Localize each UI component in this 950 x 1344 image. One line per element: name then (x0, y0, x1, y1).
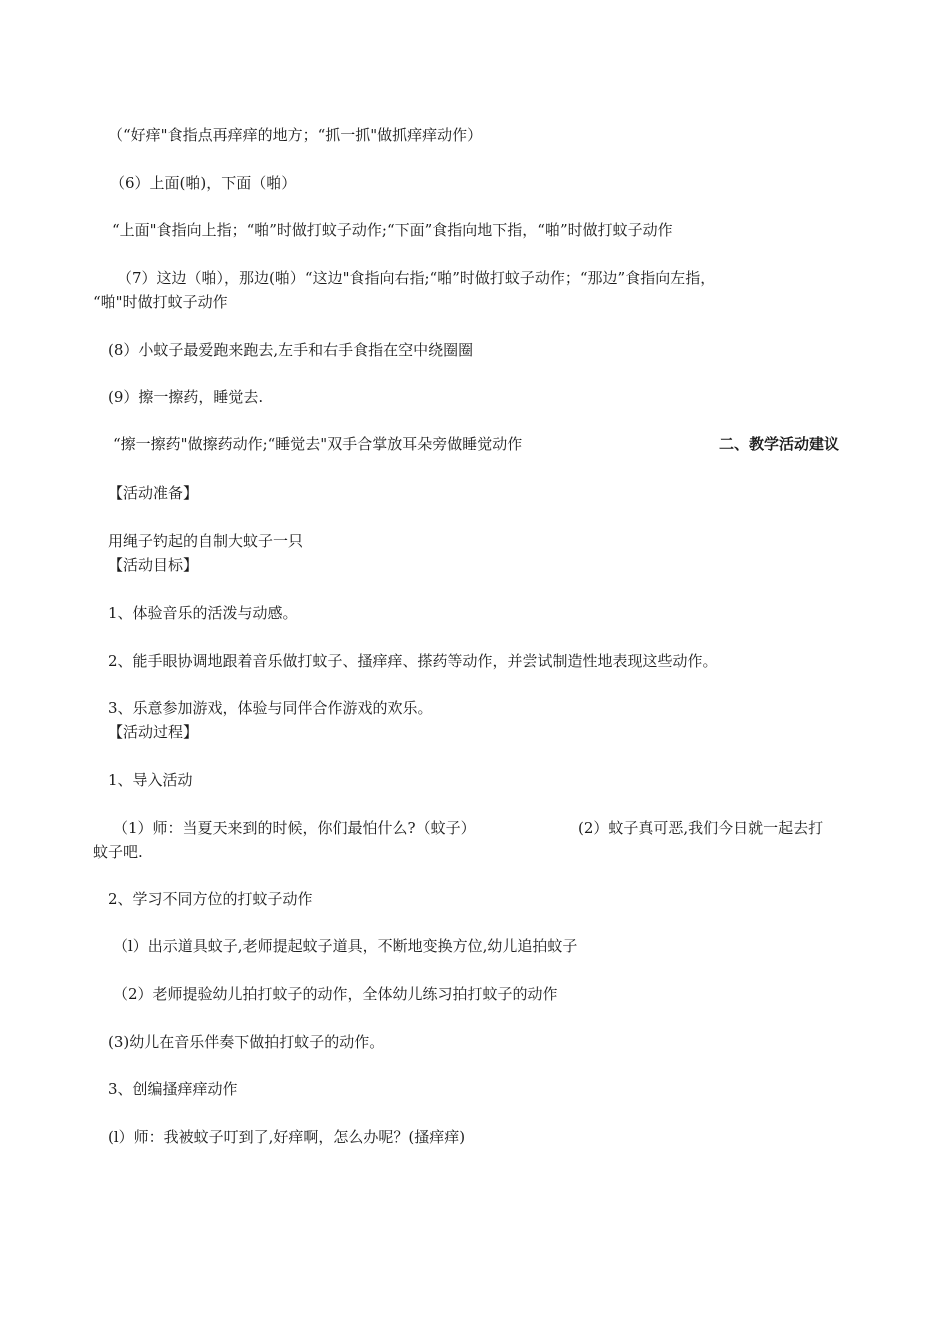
text-line: （1）师：当夏天来到的时候，你们最怕什么?（蚊子） (113, 819, 476, 837)
text-line: (2）蚊子真可恶,我们今日就一起去打 (578, 819, 824, 837)
text-line: 3、创编搔痒痒动作 (108, 1080, 238, 1098)
text-line: 蚊子吧. (93, 843, 143, 861)
text-line: （2）老师提验幼儿拍打蚊子的动作，全体幼儿练习拍打蚊子的动作 (113, 985, 558, 1003)
text-line: (l）师：我被蚊子叮到了,好痒啊，怎么办呢？(搔痒痒) (108, 1128, 466, 1146)
text-line: （“好痒"食指点再痒痒的地方；“抓一抓"做抓痒痒动作） (108, 126, 483, 144)
text-line: 1、导入活动 (108, 771, 193, 789)
text-line: 用绳子钓起的自制大蚊子一只 (108, 532, 304, 550)
text-line: “上面"食指向上指；“啪”时做打蚊子动作;“下面”食指向地下指，“啪”时做打蚊子动作 (112, 221, 673, 239)
text-line: 2、能手眼协调地跟着音乐做打蚊子、搔痒痒、搽药等动作，并尝试制造性地表现这些动作。 (108, 652, 718, 670)
bracket-heading: 【活动目标】 (108, 556, 199, 574)
text-line: （l）出示道具蚊子,老师提起蚊子道具，不断地变换方位,幼儿追拍蚊子 (113, 937, 578, 955)
bracket-heading: 【活动准备】 (108, 484, 199, 502)
section-heading: 二、教学活动建议 (719, 435, 840, 453)
text-line: （7）这边（啪），那边(啪）“这边"食指向右指;“啪”时做打蚊子动作；“那边”食指向左指， (117, 269, 716, 287)
text-line: 1、体验音乐的活泼与动感。 (108, 604, 298, 622)
text-line: (3)幼儿在音乐伴奏下做拍打蚊子的动作。 (108, 1033, 385, 1051)
text-line: （6）上面(啪)，下面（啪） (110, 174, 297, 192)
bracket-heading: 【活动过程】 (108, 723, 199, 741)
text-line: 2、学习不同方位的打蚊子动作 (108, 890, 313, 908)
text-line: “擦一擦药"做擦药动作;“睡觉去"双手合掌放耳朵旁做睡觉动作 (113, 435, 523, 453)
text-line: 3、乐意参加游戏，体验与同伴合作游戏的欢乐。 (108, 699, 433, 717)
text-line: “啪"时做打蚊子动作 (93, 293, 228, 311)
text-line: (8）小蚊子最爱跑来跑去,左手和右手食指在空中绕圈圈 (108, 341, 474, 359)
text-line: (9）擦一擦药，睡觉去. (108, 388, 264, 406)
